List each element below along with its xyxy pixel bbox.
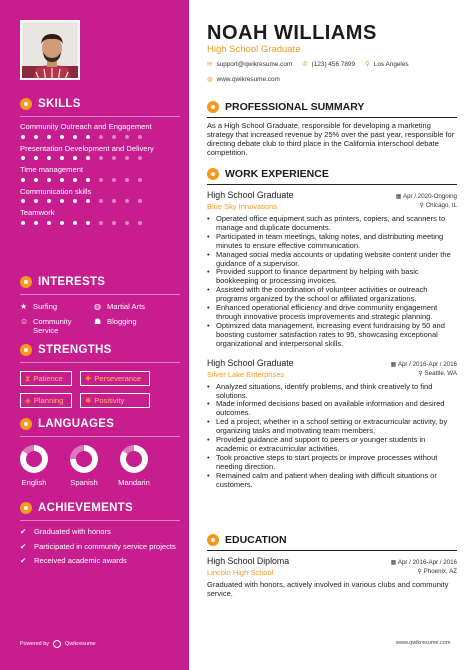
language-name: Spanish	[70, 478, 98, 487]
skill-dot	[86, 221, 90, 225]
calendar-icon: ▦	[395, 193, 403, 200]
language-item	[120, 445, 148, 487]
skill-dot	[112, 199, 116, 203]
bullet-item: • Made informed decisions based on available information and desired outcomes.	[207, 400, 457, 418]
divider	[207, 117, 457, 118]
degree-title: High School Diploma	[207, 556, 290, 566]
skill-dot	[99, 178, 103, 182]
email-icon: ✉	[207, 61, 213, 68]
languages-icon	[20, 418, 32, 430]
skill-dot	[125, 156, 129, 160]
skill-dot	[34, 221, 38, 225]
bullet-item: • Provided support to finance department by helping with basic bookkeeping or processing invoices.	[207, 268, 457, 286]
people-icon: ☗	[94, 316, 102, 326]
check-icon: ✔	[20, 527, 27, 536]
language-item	[20, 445, 48, 487]
divider	[20, 116, 180, 117]
summary-icon	[207, 101, 219, 113]
bullet-item: • Provided guidance and support to peers or younger students in academic or extracurricular activities.	[207, 436, 457, 454]
achievement-item: ✔ Participated in community service projects	[20, 541, 176, 551]
language-level-ring	[70, 445, 98, 473]
divider	[207, 550, 457, 551]
job-location: ⚲ Chicago, IL	[419, 202, 457, 209]
bullet-item: • Took proactive steps to start projects or improve processes without needing direction.	[207, 454, 457, 472]
globe-icon: ◍	[207, 76, 213, 83]
divider	[20, 362, 180, 363]
candidate-name: NOAH WILLIAMS	[207, 22, 377, 44]
school-name: Lincoln High School	[207, 568, 274, 577]
interest-item: ◍ Martial Arts	[94, 302, 145, 311]
skill-dot	[99, 156, 103, 160]
skill-dot	[60, 178, 64, 182]
skill-name: Time management	[20, 165, 84, 174]
divider	[20, 520, 180, 521]
brand-logo-icon	[53, 640, 61, 648]
language-level-ring	[20, 445, 48, 473]
skill-dot	[86, 199, 90, 203]
skill-dot	[138, 156, 142, 160]
skill-dot	[47, 199, 51, 203]
job-title: High School Graduate	[207, 190, 294, 200]
interest-item: ☺ Community Service	[20, 316, 72, 335]
sidebar	[0, 0, 189, 670]
email-item[interactable]: ✉ support@qwikresume.com	[207, 60, 293, 68]
job-bullets	[207, 383, 457, 490]
achievements-heading: ACHIEVEMENTS	[20, 502, 180, 514]
skill-dot	[138, 221, 142, 225]
skill-dot	[138, 199, 142, 203]
profile-photo	[20, 20, 80, 80]
skill-dot	[125, 221, 129, 225]
check-icon: ✔	[20, 556, 27, 565]
skill-dot	[21, 199, 25, 203]
languages-section	[20, 418, 180, 487]
contact-info	[207, 60, 457, 83]
education-entry	[207, 556, 457, 599]
skill-dot	[21, 135, 25, 139]
location-icon: ⚲	[419, 202, 426, 209]
skill-dot	[34, 135, 38, 139]
skill-dot	[138, 178, 142, 182]
bullet-item: • Enhanced operational efficiency and drive community engagement through innovative process improvements and strategic planning.	[207, 304, 457, 322]
skill-level-dots	[20, 221, 180, 225]
bullet-item: • Analyzed situations, identify problems, and think creatively to find solutions.	[207, 383, 457, 401]
language-item	[70, 445, 98, 487]
job-entry	[207, 358, 457, 490]
calendar-icon: ▦	[390, 559, 398, 566]
education-text: Graduated with honors, actively involved in various clubs and community service.	[207, 580, 449, 598]
language-name: English	[21, 478, 47, 487]
job-company: Silver Lake Enterprises	[207, 369, 285, 379]
location-icon: ⚲	[365, 61, 370, 68]
skill-dot	[47, 135, 51, 139]
skill-dot	[112, 178, 116, 182]
languages-list	[20, 445, 180, 487]
skill-level-dots	[20, 178, 180, 182]
skill-item	[20, 144, 180, 161]
skill-dot	[34, 178, 38, 182]
powered-by: Powered by Qwikresume	[20, 641, 96, 647]
skill-item	[20, 208, 180, 225]
candidate-title: High School Graduate	[207, 44, 301, 55]
skill-dot	[47, 156, 51, 160]
education-heading: EDUCATION	[207, 534, 457, 546]
achievement-item: ✔ Graduated with honors	[20, 527, 111, 536]
summary-section	[207, 101, 457, 158]
phone-icon: ✆	[302, 61, 308, 68]
skill-dot	[47, 221, 51, 225]
skill-dot	[73, 156, 77, 160]
job-location: ⚲ Seattle, WA	[418, 369, 457, 377]
skill-dot	[21, 221, 25, 225]
brand-link[interactable]: Qwikresume	[65, 641, 96, 647]
calendar-icon: ▦	[390, 360, 398, 368]
bullet-item: • Optimized data management, increasing event fundraising by 50 and boosting customer satisfaction rates to 95, showcasing exceptional organizational and interpersonal skills.	[207, 322, 457, 349]
skill-dot	[34, 156, 38, 160]
skill-dot	[125, 199, 129, 203]
job-date: ▦ Apr / 2016-Apr / 2016	[390, 360, 457, 368]
bullet-item: • Remained calm and patient when dealing with difficult situations or customers.	[207, 472, 457, 490]
skill-dot	[125, 178, 129, 182]
layers-icon: ◈	[25, 396, 31, 405]
strength-badge: ⧗ Patience	[20, 371, 72, 386]
skill-dot	[99, 221, 103, 225]
skill-name: Community Outreach and Engagement	[20, 122, 152, 131]
skill-dot	[21, 178, 25, 182]
skill-level-dots	[20, 156, 180, 160]
skill-dot	[34, 199, 38, 203]
languages-heading: LANGUAGES	[20, 418, 180, 430]
interests-section	[20, 276, 180, 336]
skill-dot	[47, 178, 51, 182]
skill-dot	[73, 199, 77, 203]
summary-heading: PROFESSIONAL SUMMARY	[207, 101, 457, 113]
skills-list	[20, 122, 180, 225]
education-date: ▦ Apr / 2016-Apr / 2016	[390, 559, 457, 566]
achievement-item: ✔ Received academic awards	[20, 556, 127, 565]
strengths-list	[20, 371, 180, 408]
divider	[20, 294, 180, 295]
skill-dot	[60, 221, 64, 225]
avatar-icon	[22, 22, 80, 80]
bullet-item: • Operated office equipment such as printers, copiers, and scanners to manage and duplicate documents.	[207, 215, 457, 233]
skill-level-dots	[20, 135, 180, 139]
strength-badge: ✺ Positivity	[80, 393, 150, 408]
skill-dot	[86, 156, 90, 160]
skill-dot	[73, 221, 77, 225]
achievements-icon	[20, 502, 32, 514]
skill-dot	[86, 178, 90, 182]
strengths-icon	[20, 344, 32, 356]
experience-section	[207, 168, 457, 489]
strength-badge: ◈ Planning	[20, 393, 72, 408]
skill-level-dots	[20, 199, 180, 203]
skills-heading: SKILLS	[20, 98, 180, 110]
summary-text: As a High School Graduate, responsible for developing a marketing strategy that increased revenue by 25% over the past year, responsible for directing debate club to third place in the California interschool debate competition.	[207, 121, 455, 157]
interests-heading: INTERESTS	[20, 276, 180, 288]
interests-icon	[20, 276, 32, 288]
skills-section	[20, 98, 180, 225]
skill-item	[20, 187, 180, 204]
experience-icon	[207, 168, 219, 180]
interests-list	[20, 302, 180, 336]
footer-url[interactable]: www.qwikresume.com	[396, 640, 451, 646]
skill-dot	[112, 156, 116, 160]
language-name: Mandarin	[118, 478, 150, 487]
bulb-icon: ✺	[85, 396, 92, 405]
person-icon: ☺	[20, 316, 29, 326]
bullet-item: • Participated in team meetings, taking notes, and distributing meeting minutes to ensure effective communication.	[207, 233, 457, 251]
skill-dot	[60, 135, 64, 139]
divider	[20, 436, 180, 437]
strengths-heading: STRENGTHS	[20, 344, 180, 356]
job-bullets	[207, 215, 457, 349]
skill-dot	[73, 135, 77, 139]
skill-dot	[73, 178, 77, 182]
skill-dot	[21, 156, 25, 160]
job-entry	[207, 190, 457, 349]
location-icon: ⚲	[417, 568, 424, 575]
strengths-section	[20, 344, 180, 408]
job-title: High School Graduate	[207, 357, 294, 368]
globe-icon: ◍	[94, 302, 101, 311]
school-location: ⚲ Phoenix, AZ	[417, 568, 457, 575]
skill-dot	[60, 199, 64, 203]
puzzle-icon: ✚	[85, 374, 92, 383]
check-icon: ✔	[20, 541, 27, 551]
skill-dot	[112, 135, 116, 139]
bullet-item: • Assisted with the coordination of volunteer activities or outreach programs organized by the school or affiliated organizations.	[207, 286, 457, 304]
skill-name: Communication skills	[20, 186, 92, 196]
hourglass-icon: ⧗	[25, 373, 31, 383]
job-date: ▦ Apr / 2020-Ongoing	[395, 193, 457, 200]
achievements-list	[20, 527, 180, 566]
skill-dot	[112, 221, 116, 225]
skill-item	[20, 122, 180, 139]
experience-heading: WORK EXPERIENCE	[207, 168, 457, 180]
interest-item: ☗ Blogging	[94, 317, 174, 336]
strength-badge: ✚ Perseverance	[80, 371, 150, 386]
skills-icon	[20, 98, 32, 110]
job-company: Blue Sky Innovations	[207, 202, 278, 211]
skill-dot	[99, 199, 103, 203]
skill-dot	[138, 135, 142, 139]
phone-item[interactable]: ✆ (123) 456 7899	[302, 60, 356, 68]
bullet-item: • Managed social media accounts or updating website content under the guidance of a supervisor.	[207, 251, 457, 269]
skill-name: Teamwork	[20, 208, 55, 217]
skill-dot	[86, 135, 90, 139]
achievements-section	[20, 502, 180, 571]
star-icon: ★	[20, 302, 28, 311]
skill-dot	[60, 156, 64, 160]
divider	[207, 184, 457, 185]
location-icon: ⚲	[418, 369, 425, 377]
education-icon	[207, 534, 219, 546]
skill-name: Presentation Development and Delivery	[20, 143, 154, 153]
skill-dot	[125, 135, 129, 139]
bullet-item: • Led a project, whether in a school setting or extracurricular activity, by organizing tasks and motivating team members.	[207, 418, 457, 436]
website-item[interactable]: ◍ www.qwikresume.com	[207, 75, 280, 83]
skill-dot	[99, 135, 103, 139]
education-section	[207, 534, 457, 599]
language-level-ring	[120, 445, 148, 473]
skill-item	[20, 165, 180, 182]
interest-item: ★ Surfing	[20, 302, 58, 311]
location-item: ⚲ Los Angeles	[365, 60, 409, 68]
